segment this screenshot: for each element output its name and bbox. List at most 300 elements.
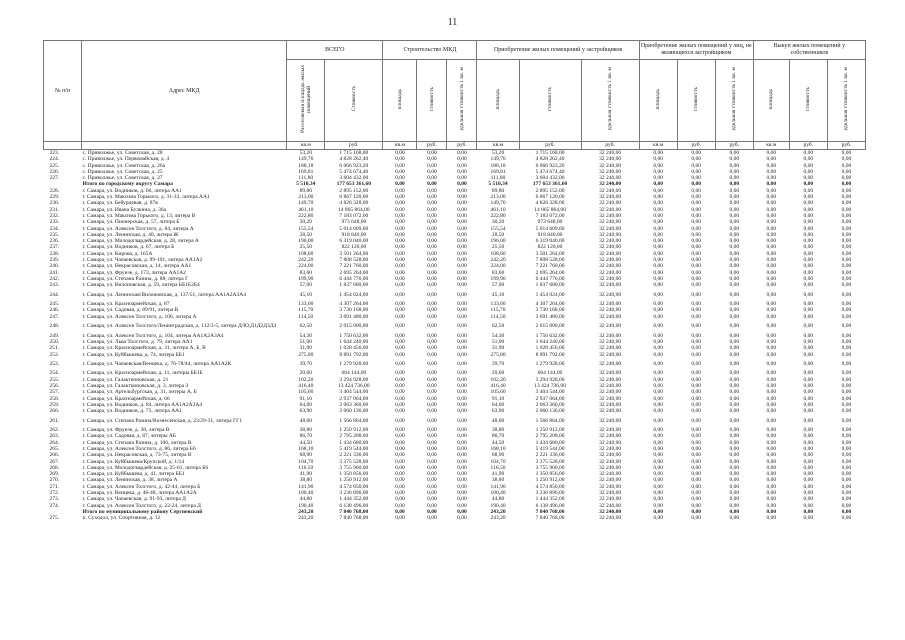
value-cell: 0,00 — [653, 515, 663, 522]
value-cell: 32 240,00 — [599, 477, 622, 484]
value-cell: 5 014 609,60 — [339, 225, 369, 232]
value-cell: 461,10 — [490, 206, 506, 213]
value-cell: 8 891 792,00 — [339, 351, 369, 358]
value-cell: 32 240,00 — [599, 401, 622, 408]
value-cell: 0,00 — [803, 502, 814, 509]
value-cell: 0,00 — [653, 156, 663, 163]
value-cell: 0,00 — [457, 351, 467, 358]
value-cell: 0,00 — [729, 332, 740, 339]
value-cell: 0,00 — [427, 212, 437, 219]
value-cell: 0,00 — [427, 313, 437, 320]
value-cell: 32 240,00 — [599, 150, 622, 156]
value-cell: 32 240,00 — [599, 433, 622, 440]
value-cell: 111,80 — [298, 175, 314, 182]
value-cell: 0,00 — [766, 458, 777, 465]
value-cell: 32 240,00 — [599, 263, 622, 270]
value-cell: 461,10 — [298, 206, 314, 213]
header-subcolumn — [447, 60, 477, 142]
value-cell: 0,00 — [427, 323, 437, 330]
value-cell: 155,54 — [298, 225, 314, 232]
value-cell: 0,00 — [691, 263, 702, 270]
value-cell: 39,70 — [299, 360, 312, 367]
value-cell: 196,00 — [490, 238, 506, 245]
value-cell: 242,20 — [298, 257, 314, 264]
value-cell: 0,00 — [395, 345, 405, 352]
header-subcolumn-label: удельная стоимость 1 кв. м — [458, 67, 465, 131]
value-cell: 0,00 — [691, 269, 702, 276]
address-cell: г. Самара, ул. Степана Разина, д. 106, литера В — [82, 439, 192, 446]
value-cell: 0,00 — [457, 181, 467, 188]
row-number-cell: 275. — [49, 515, 60, 522]
value-cell: 0,00 — [395, 263, 405, 270]
value-cell: 0,00 — [691, 175, 702, 182]
header-unit: руб. — [325, 142, 383, 150]
value-cell: 114,50 — [490, 313, 506, 320]
header-subcolumn — [383, 60, 417, 142]
value-cell: 53,20 — [299, 150, 312, 156]
value-cell: 6 066 923,20 — [535, 162, 565, 169]
value-cell: 6 066 923,20 — [339, 162, 369, 169]
value-cell: 0,00 — [653, 338, 663, 345]
value-cell: 0,00 — [841, 360, 852, 367]
value-cell: 0,00 — [653, 427, 663, 434]
value-cell: 0,00 — [427, 370, 437, 377]
header-subcolumn-label: Стоимость — [350, 86, 357, 112]
value-cell: 0,00 — [427, 427, 437, 434]
address-cell: г. Самара, ул. Кирова, д. 165А — [82, 250, 153, 257]
value-cell: 0,00 — [841, 269, 852, 276]
value-cell: 0,00 — [729, 269, 740, 276]
value-cell: 0,00 — [803, 508, 814, 515]
address-cell: г. Самара, ул. Льва Толстого, д. 79, литера АА1 — [82, 338, 193, 345]
value-cell: 104,70 — [298, 458, 314, 465]
value-cell: 0,00 — [427, 219, 437, 226]
value-cell: 0,00 — [653, 389, 663, 396]
value-cell: 0,00 — [729, 376, 740, 383]
address-cell: с. Приволжье, ул. Советская, д. 25 — [82, 168, 163, 175]
value-cell: 38,80 — [491, 477, 505, 484]
value-cell: 0,00 — [653, 168, 663, 175]
value-cell: 0,00 — [841, 200, 852, 207]
value-cell: 0,00 — [803, 269, 814, 276]
value-cell: 0,00 — [653, 508, 663, 515]
value-cell: 32 240,00 — [599, 395, 622, 402]
value-cell: 0,00 — [803, 360, 814, 367]
value-cell: 31,90 — [299, 345, 312, 352]
row-number-cell: 238. — [49, 250, 60, 257]
value-cell: 196,00 — [298, 238, 314, 245]
value-cell: 68,90 — [491, 452, 505, 459]
value-cell: 0,00 — [427, 439, 437, 446]
value-cell: 0,00 — [653, 376, 663, 383]
row-number-cell: 223. — [49, 150, 60, 156]
value-cell: 149,70 — [490, 200, 506, 207]
value-cell: 32 240,00 — [599, 338, 622, 345]
value-cell: 0,00 — [841, 395, 852, 402]
value-cell: 6 319 040,00 — [535, 238, 565, 245]
value-cell: 416,40 — [490, 382, 506, 389]
value-cell: 32 240,00 — [599, 282, 622, 289]
value-cell: 0,00 — [729, 439, 740, 446]
value-cell: 0,00 — [729, 307, 740, 314]
address-cell: г. Самара, ул. Чапаевская, д. 99-101, литера АА1А2 — [82, 257, 203, 264]
value-cell: 2 060 136,00 — [535, 408, 565, 415]
value-cell: 0,00 — [457, 301, 467, 308]
value-cell: 0,00 — [841, 175, 852, 182]
value-cell: 0,00 — [457, 168, 467, 175]
value-cell: 0,00 — [427, 291, 437, 298]
value-cell: 0,00 — [729, 452, 740, 459]
value-cell: 0,00 — [766, 483, 777, 490]
value-cell: 0,00 — [395, 389, 405, 396]
value-cell: 2 015 000,00 — [535, 323, 565, 330]
value-cell: 0,00 — [691, 301, 702, 308]
header-group-construction: Строительство МКД — [383, 41, 477, 60]
value-cell: 918 840,00 — [537, 231, 563, 238]
value-cell: 0,00 — [457, 206, 467, 213]
value-cell: 108,60 — [298, 250, 314, 257]
value-cell: 0,00 — [729, 515, 740, 522]
value-cell: 0,00 — [653, 181, 663, 188]
value-cell: 32 240,00 — [599, 376, 622, 383]
value-cell: 5 474 674,40 — [339, 168, 369, 175]
value-cell: 3 375 528,00 — [535, 458, 565, 465]
value-cell: 0,00 — [653, 496, 663, 503]
value-cell: 41,90 — [299, 471, 312, 478]
page-number: 11 — [447, 17, 458, 28]
value-cell: 199,90 — [490, 275, 506, 282]
subtotal-label-cell: Итого по городскому округу Самара — [82, 181, 173, 188]
value-cell: 7 221 760,00 — [339, 263, 369, 270]
value-cell: 0,00 — [803, 257, 814, 264]
value-cell: 0,00 — [766, 263, 777, 270]
value-cell: 0,00 — [427, 181, 437, 188]
value-cell: 0,00 — [457, 439, 467, 446]
value-cell: 0,00 — [691, 445, 702, 452]
row-number-cell: 233. — [49, 219, 60, 226]
value-cell: 0,00 — [427, 464, 437, 471]
value-cell: 7 840 768,00 — [339, 515, 369, 522]
row-number-cell: 240. — [49, 263, 60, 270]
header-subcolumn — [417, 60, 447, 142]
value-cell: 0,00 — [803, 408, 814, 415]
value-cell: 28,50 — [491, 231, 505, 238]
value-cell: 0,00 — [457, 187, 467, 194]
header-unit: руб. — [789, 142, 827, 150]
value-cell: 0,00 — [427, 200, 437, 207]
value-cell: 0,00 — [803, 150, 814, 156]
value-cell: 141,90 — [490, 483, 506, 490]
value-cell: 0,00 — [427, 490, 437, 497]
value-cell: 0,00 — [803, 168, 814, 175]
value-cell: 0,00 — [653, 282, 663, 289]
value-cell: 0,00 — [691, 370, 702, 377]
value-cell: 0,00 — [841, 291, 852, 298]
header-subcolumn — [581, 60, 639, 142]
value-cell: 0,00 — [729, 162, 740, 169]
value-cell: 0,00 — [395, 395, 405, 402]
value-cell: 0,00 — [766, 225, 777, 232]
header-subcolumn — [519, 60, 581, 142]
value-cell: 0,00 — [395, 452, 405, 459]
row-number-cell: 245. — [49, 301, 60, 308]
value-cell: 243,20 — [490, 515, 506, 522]
value-cell: 0,00 — [691, 150, 702, 156]
address-cell: г. Самара, ул. Красноармейская, д. 31, литера А, Б, В — [82, 345, 206, 352]
value-cell: 0,00 — [395, 515, 405, 522]
value-cell: 0,00 — [803, 212, 814, 219]
value-cell: 6 444 776,00 — [535, 275, 565, 282]
value-cell: 1 279 928,00 — [339, 360, 369, 367]
value-cell: 0,00 — [653, 231, 663, 238]
value-cell: 0,00 — [729, 483, 740, 490]
table-body — [44, 150, 866, 522]
value-cell: 0,00 — [653, 370, 663, 377]
value-cell: 0,00 — [803, 433, 814, 440]
value-cell: 0,00 — [427, 502, 437, 509]
value-cell: 0,00 — [457, 338, 467, 345]
value-cell: 1 028 456,00 — [535, 345, 565, 352]
value-cell: 5 510,34 — [488, 181, 508, 188]
value-cell: 0,00 — [457, 382, 467, 389]
value-cell: 0,00 — [395, 257, 405, 264]
value-cell: 0,00 — [766, 282, 777, 289]
value-cell: 0,00 — [395, 244, 405, 251]
value-cell: 0,00 — [427, 282, 437, 289]
value-cell: 0,00 — [653, 275, 663, 282]
value-cell: 2 795 208,00 — [339, 433, 369, 440]
header-units-row — [44, 142, 866, 150]
value-cell: 0,00 — [766, 275, 777, 282]
value-cell: 0,00 — [766, 445, 777, 452]
value-cell: 0,00 — [427, 162, 437, 169]
value-cell: 0,00 — [841, 156, 852, 163]
value-cell: 133,60 — [490, 301, 506, 308]
value-cell: 1 715 168,00 — [535, 150, 565, 156]
value-cell: 0,00 — [457, 496, 467, 503]
value-cell: 0,00 — [841, 257, 852, 264]
value-cell: 86,70 — [299, 433, 312, 440]
value-cell: 1 350 856,00 — [535, 471, 565, 478]
value-cell: 0,00 — [395, 464, 405, 471]
value-cell: 0,00 — [457, 477, 467, 484]
value-cell: 0,00 — [395, 433, 405, 440]
value-cell: 0,00 — [653, 417, 663, 424]
address-cell: г. Самара, ул. Алексея Толстого, д. 84, литера А — [82, 225, 194, 232]
value-cell: 32 240,00 — [599, 275, 622, 282]
value-cell: 7 808 528,00 — [535, 257, 565, 264]
value-cell: 0,00 — [395, 162, 405, 169]
value-cell: 32 240,00 — [599, 225, 622, 232]
value-cell: 0,00 — [841, 219, 852, 226]
value-cell: 0,00 — [841, 376, 852, 383]
value-cell: 918 840,00 — [341, 231, 367, 238]
value-cell: 0,00 — [457, 427, 467, 434]
value-cell: 4 828 262,40 — [535, 156, 565, 163]
value-cell: 0,00 — [766, 351, 777, 358]
value-cell: 0,00 — [729, 502, 740, 509]
address-cell: с. Приволжье, ул. Первомайская, д. 4 — [82, 156, 170, 163]
value-cell: 2 937 064,00 — [535, 395, 565, 402]
row-number-cell: 267. — [49, 458, 60, 465]
row-number-cell: 241. — [49, 269, 60, 276]
address-cell: г. Самара, ул. Алексея Толстого, д. 106, литера А — [82, 313, 197, 320]
row-number-cell: 231. — [49, 206, 60, 213]
row-number-cell: 252. — [49, 351, 60, 358]
value-cell: 0,00 — [427, 175, 437, 182]
value-cell: 51,00 — [491, 338, 505, 345]
value-cell: 190,40 — [490, 502, 506, 509]
value-cell: 0,00 — [427, 263, 437, 270]
value-cell: 1 750 632,00 — [339, 332, 369, 339]
value-cell: 0,00 — [729, 401, 740, 408]
value-cell: 149,70 — [298, 200, 314, 207]
value-cell: 0,00 — [427, 301, 437, 308]
value-cell: 0,00 — [766, 376, 777, 383]
value-cell: 190,40 — [298, 502, 314, 509]
value-cell: 0,00 — [729, 508, 740, 515]
value-cell: 1 444 352,00 — [339, 496, 369, 503]
value-cell: 0,00 — [729, 433, 740, 440]
address-cell: п. Суходол, ул. Спортивная, д. 12 — [82, 515, 161, 522]
value-cell: 0,00 — [395, 508, 405, 515]
value-cell: 45,10 — [491, 291, 505, 298]
address-cell: г. Самара, ул. Куйбышева, д. 41, литера ББ1 — [82, 471, 185, 478]
header-unit: кв.м — [287, 142, 325, 150]
value-cell: 0,00 — [427, 401, 437, 408]
row-number-cell: 232. — [49, 212, 60, 219]
value-cell: 0,00 — [691, 194, 702, 201]
value-cell: 1 454 024,00 — [535, 291, 565, 298]
value-cell: 0,00 — [766, 477, 777, 484]
value-cell: 0,00 — [841, 417, 852, 424]
value-cell: 0,00 — [803, 395, 814, 402]
value-cell: 6 138 496,00 — [339, 502, 369, 509]
address-cell: г. Самара, ул. Максима Горького, д. 13, литера В — [82, 212, 196, 219]
value-cell: 188,18 — [490, 162, 506, 169]
address-cell: г. Самара, ул. Куйбышева, д. 74, литера ББ1 — [82, 351, 185, 358]
value-cell: 1 350 856,00 — [339, 471, 369, 478]
header-subcolumn-label: удельная стоимость 1 кв. м — [843, 67, 850, 131]
row-number-cell: 224. — [49, 156, 60, 163]
value-cell: 62,50 — [491, 323, 505, 330]
value-cell: 0,00 — [427, 338, 437, 345]
value-cell: 0,00 — [766, 323, 777, 330]
value-cell: 0,00 — [729, 156, 740, 163]
value-cell: 0,00 — [395, 458, 405, 465]
value-cell: 0,00 — [395, 275, 405, 282]
value-cell: 68,90 — [299, 452, 312, 459]
value-cell: 0,00 — [729, 490, 740, 497]
value-cell: 0,00 — [457, 458, 467, 465]
value-cell: 0,00 — [729, 313, 740, 320]
value-cell: 0,00 — [653, 175, 663, 182]
value-cell: 1 644 240,00 — [535, 338, 565, 345]
address-cell: г. Самара, ул. Алексея Толстого, д. 104, литера АА1А2А3А4 — [82, 332, 224, 339]
value-cell: 0,00 — [803, 206, 814, 213]
value-cell: 0,00 — [766, 150, 777, 156]
row-number-cell: 234. — [49, 225, 60, 232]
row-number-cell: 225. — [49, 162, 60, 169]
value-cell: 0,00 — [841, 150, 852, 156]
header-subcolumn-label: стоимость — [547, 86, 554, 112]
value-cell: 155,54 — [490, 225, 506, 232]
header-group-total: ВСЕГО — [287, 41, 383, 60]
row-number-cell: 268. — [49, 464, 60, 471]
value-cell: 7 808 528,00 — [339, 257, 369, 264]
value-cell: 0,00 — [691, 502, 702, 509]
value-cell: 0,00 — [395, 401, 405, 408]
row-number-cell: 266. — [49, 452, 60, 459]
value-cell: 44,50 — [491, 439, 505, 446]
value-cell: 28,50 — [299, 231, 312, 238]
value-cell: 0,00 — [427, 515, 437, 522]
value-cell: 3 404 544,00 — [535, 389, 565, 396]
value-cell: 0,00 — [457, 445, 467, 452]
address-cell: г. Самара, ул. Алексея Толстого, д. 86, литера Б6 — [82, 445, 196, 452]
value-cell: 0,00 — [803, 477, 814, 484]
value-cell: 0,00 — [395, 181, 405, 188]
value-cell: 32 240,00 — [599, 490, 622, 497]
address-cell: г. Самара, ул. Пионерская, д. 57, литера Б — [82, 219, 180, 226]
value-cell: 7 221 760,00 — [535, 263, 565, 270]
address-cell: г. Самара, ул. Чапаевская/Венцека, д. 76-78/44, литера АА1А2К — [82, 360, 232, 367]
value-cell: 0,00 — [766, 200, 777, 207]
value-cell: 0,00 — [691, 244, 702, 251]
value-cell: 0,00 — [691, 351, 702, 358]
value-cell: 169,81 — [490, 168, 506, 175]
address-cell: г. Самара, ул. Алексея Толстого/Ленинградская, д. 112/3-5, литера Д/Ю,Д1Д2Д3Д4 — [82, 323, 277, 330]
value-cell: 0,00 — [457, 250, 467, 257]
address-cell: г. Самара, ул. Водников, д. 84, литера АА1А2А3А4 — [82, 401, 203, 408]
value-cell: 7 183 072,00 — [339, 212, 369, 219]
value-cell: 0,00 — [841, 332, 852, 339]
value-cell: 224,00 — [490, 263, 506, 270]
value-cell: 0,00 — [803, 458, 814, 465]
value-cell: 0,00 — [691, 376, 702, 383]
value-cell: 83,60 — [299, 269, 312, 276]
value-cell: 0,00 — [653, 263, 663, 270]
value-cell: 0,00 — [841, 244, 852, 251]
header-row-number: № п/п — [44, 41, 82, 142]
value-cell: 53,20 — [491, 150, 505, 156]
value-cell: 0,00 — [766, 168, 777, 175]
value-cell: 32 240,00 — [599, 345, 622, 352]
value-cell: 0,00 — [691, 490, 702, 497]
value-cell: 89,80 — [299, 187, 312, 194]
value-cell: 0,00 — [457, 162, 467, 169]
value-cell: 0,00 — [395, 225, 405, 232]
table-row — [44, 289, 866, 302]
value-cell: 0,00 — [395, 250, 405, 257]
row-number-cell: 263. — [49, 433, 60, 440]
value-cell: 0,00 — [803, 427, 814, 434]
value-cell: 0,00 — [803, 250, 814, 257]
value-cell: 0,00 — [803, 338, 814, 345]
value-cell: 0,00 — [395, 313, 405, 320]
value-cell: 0,00 — [803, 231, 814, 238]
value-cell: 111,80 — [490, 175, 506, 182]
value-cell: 0,00 — [395, 351, 405, 358]
value-cell: 44,80 — [299, 496, 312, 503]
header-subcolumn — [325, 60, 383, 142]
value-cell: 0,00 — [803, 452, 814, 459]
value-cell: 0,00 — [803, 194, 814, 201]
header-unit: кв.м — [383, 142, 417, 150]
value-cell: 0,00 — [729, 238, 740, 245]
value-cell: 224,00 — [298, 263, 314, 270]
value-cell: 0,00 — [803, 439, 814, 446]
